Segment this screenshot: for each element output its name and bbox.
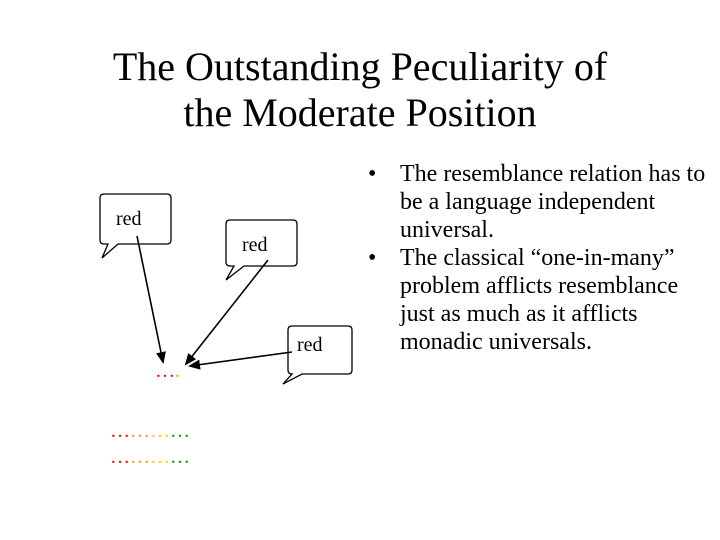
dots-row-1: ………… bbox=[110, 420, 190, 442]
arrow-right-to-dots bbox=[190, 352, 292, 366]
bullet-text: The resemblance relation has to be a language independent universal. bbox=[400, 161, 706, 243]
bullet-symbol: • bbox=[368, 161, 377, 187]
bullet-symbol: • bbox=[368, 245, 377, 271]
dots-row-2: ………… bbox=[110, 446, 190, 468]
bubble-middle-label: red bbox=[242, 234, 268, 256]
dots-target: …. bbox=[155, 360, 180, 382]
bullet-item bbox=[366, 160, 716, 244]
title-line-2: the Moderate Position bbox=[183, 90, 537, 135]
title-line-1: The Outstanding Peculiarity of bbox=[112, 44, 608, 89]
bullet-list bbox=[366, 160, 716, 356]
bubble-right-label: red bbox=[297, 334, 323, 356]
arrow-middle-to-dots bbox=[186, 260, 268, 364]
arrow-left-to-dots bbox=[137, 236, 163, 362]
bullet-item bbox=[366, 244, 716, 356]
bullet-text: The classical “one-in-many” problem afflicts resemblance just as much as it afflicts monadic universals. bbox=[400, 245, 679, 355]
bubble-left-label: red bbox=[116, 208, 142, 230]
